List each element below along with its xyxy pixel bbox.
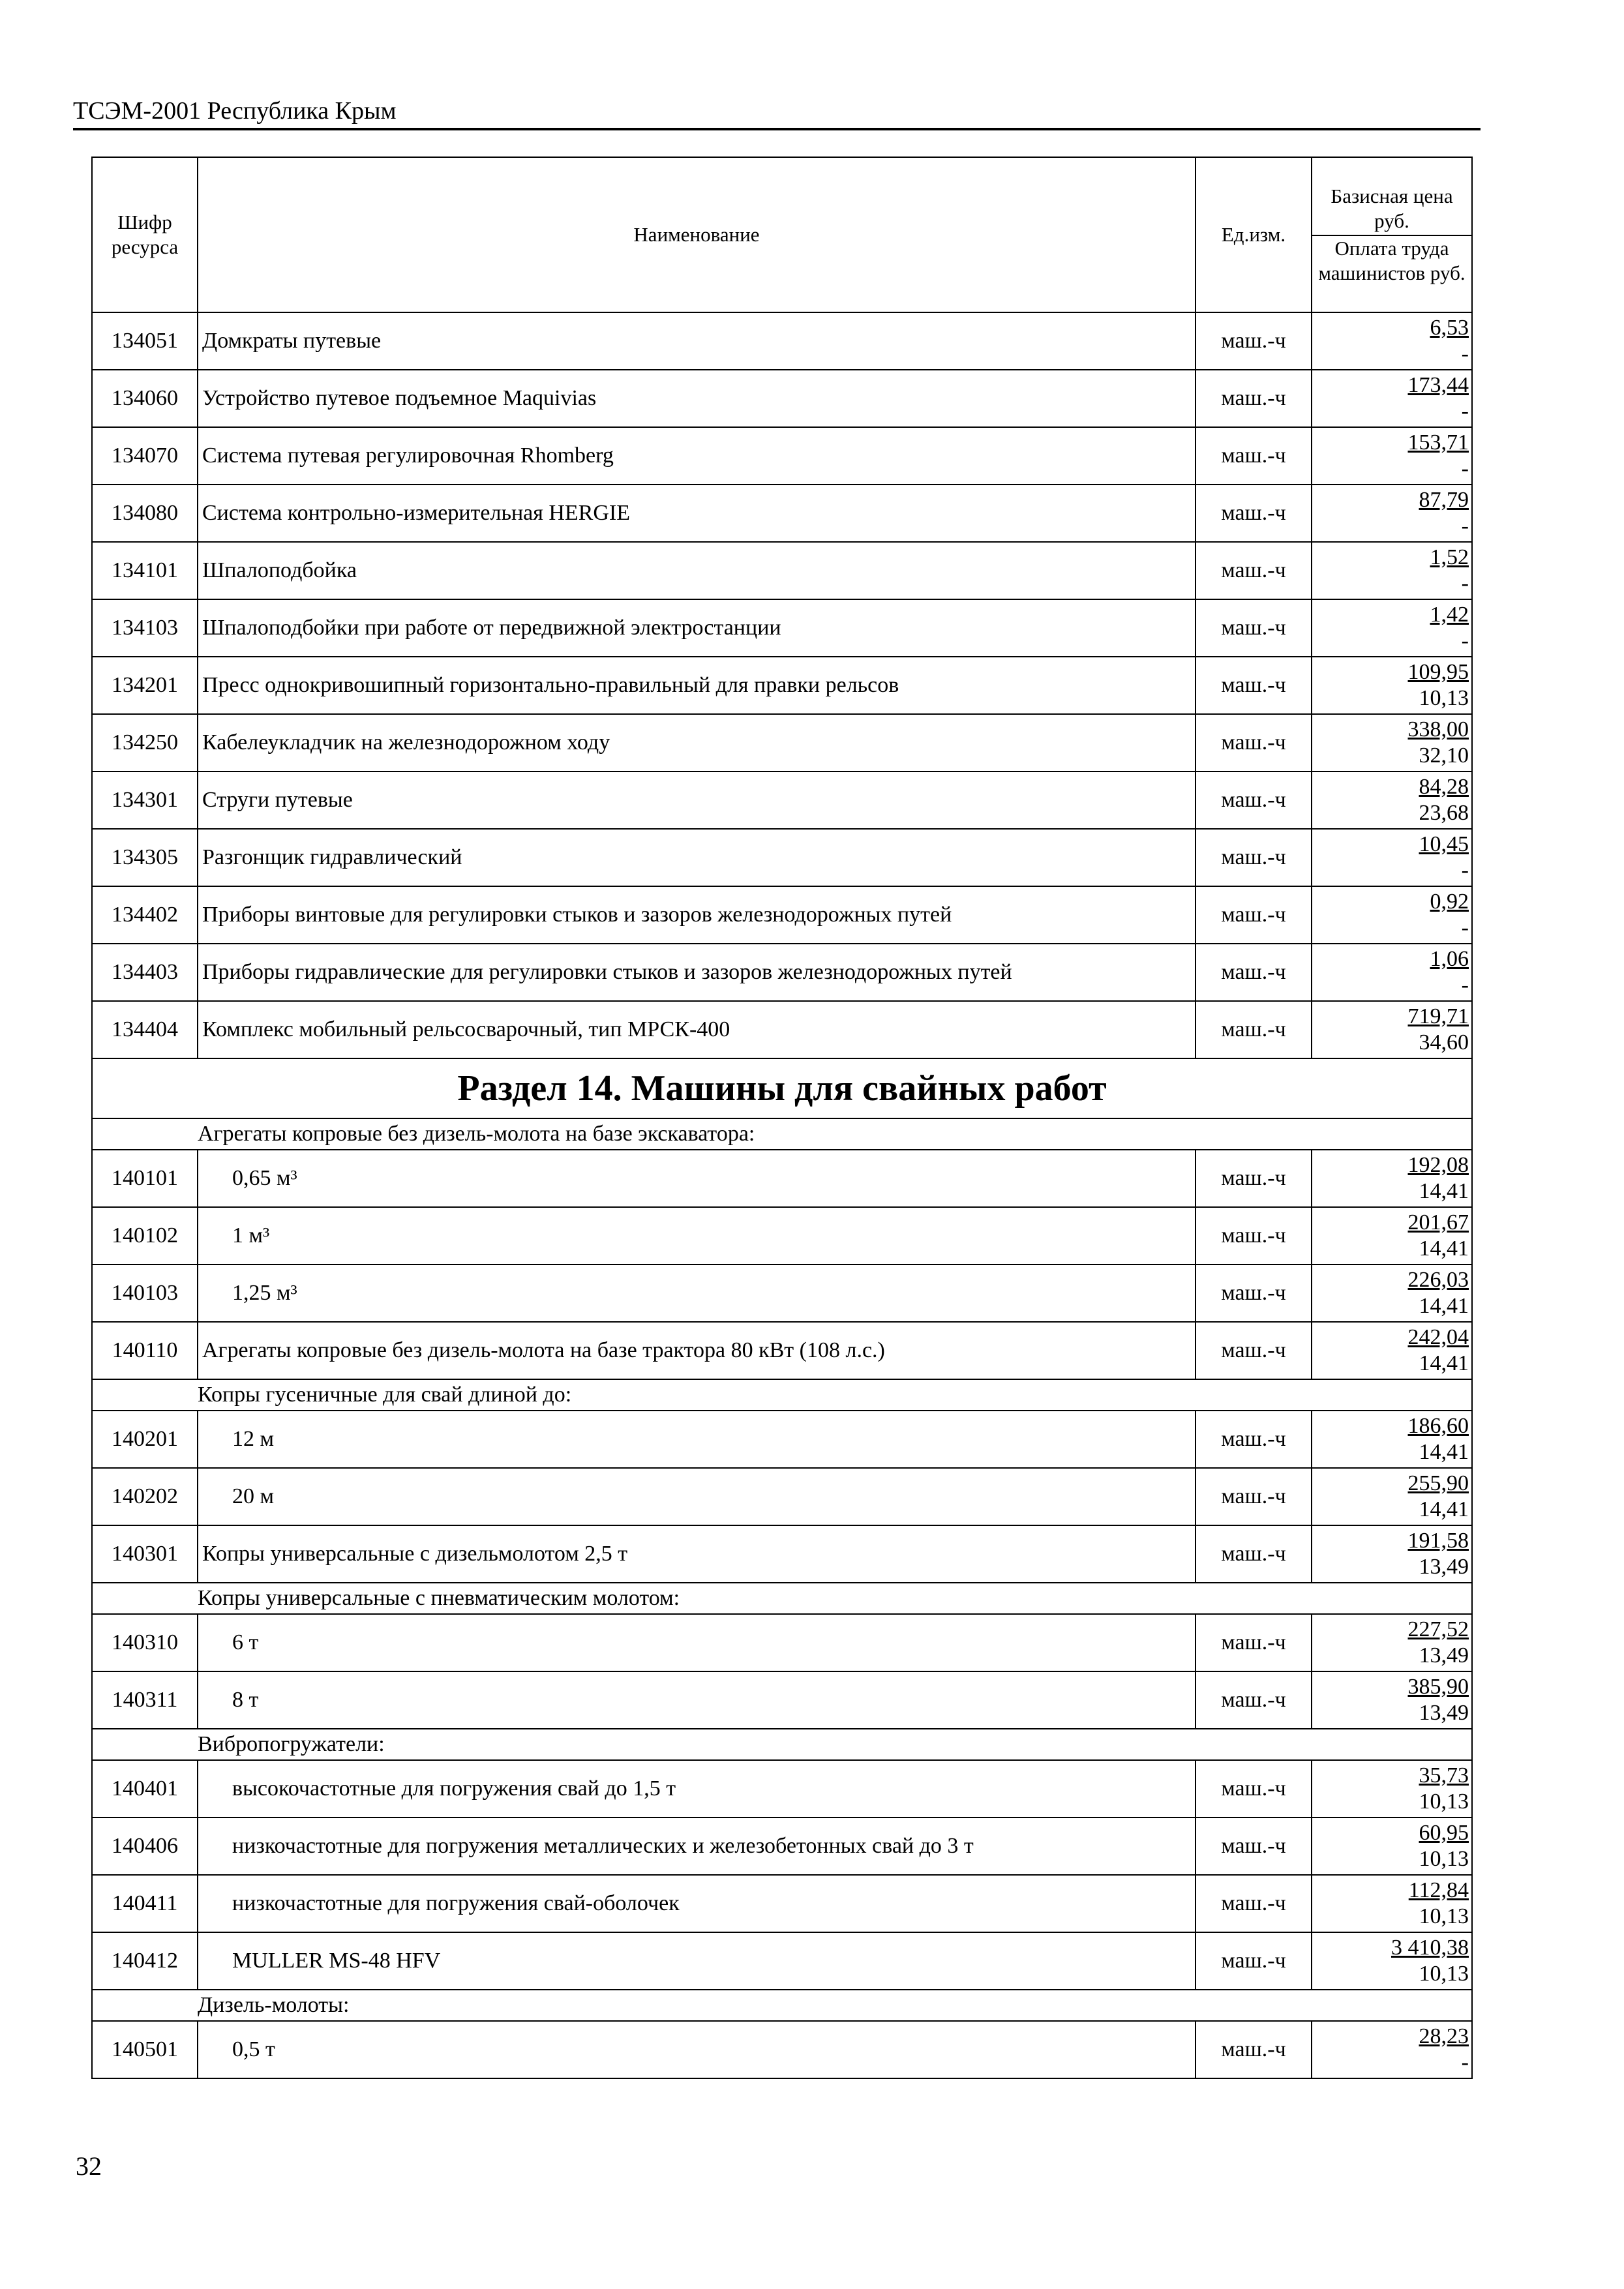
resource-code: 134402 bbox=[92, 886, 198, 944]
resource-price bbox=[1312, 599, 1472, 657]
table-body bbox=[92, 312, 1472, 2078]
table-row bbox=[92, 1525, 1472, 1583]
header-rule bbox=[73, 128, 1481, 130]
table-row bbox=[92, 370, 1472, 427]
resource-code: 134250 bbox=[92, 714, 198, 771]
resource-code: 134051 bbox=[92, 312, 198, 370]
resource-unit: маш.-ч bbox=[1195, 771, 1312, 829]
resource-code: 140103 bbox=[92, 1264, 198, 1322]
table-row bbox=[92, 427, 1472, 485]
base-price: 191,58 bbox=[1407, 1529, 1469, 1553]
resource-name: Струги путевые bbox=[198, 771, 1195, 829]
table-row bbox=[92, 312, 1472, 370]
base-price: 226,03 bbox=[1407, 1268, 1469, 1292]
operator-labor-cost: 13,49 bbox=[1419, 1701, 1469, 1725]
table-row bbox=[92, 1671, 1472, 1729]
section-heading-row bbox=[92, 1058, 1472, 1118]
resource-price bbox=[1312, 1468, 1472, 1525]
resource-name: Шпалоподбойки при работе от передвижной электростанции bbox=[198, 599, 1195, 657]
resource-name: Система путевая регулировочная Rhomberg bbox=[198, 427, 1195, 485]
operator-labor-cost: 14,41 bbox=[1419, 1179, 1469, 1203]
table-row bbox=[92, 829, 1472, 886]
resource-code: 140301 bbox=[92, 1525, 198, 1583]
base-price: 242,04 bbox=[1407, 1325, 1469, 1349]
resource-unit: маш.-ч bbox=[1195, 829, 1312, 886]
resource-price bbox=[1312, 1001, 1472, 1058]
resource-price bbox=[1312, 1932, 1472, 1990]
resource-code: 134080 bbox=[92, 485, 198, 542]
resource-code: 140311 bbox=[92, 1671, 198, 1729]
operator-labor-cost: - bbox=[1461, 916, 1469, 940]
resource-unit: маш.-ч bbox=[1195, 1932, 1312, 1990]
table-row bbox=[92, 1932, 1472, 1990]
resource-name: 12 м bbox=[198, 1411, 1195, 1468]
base-price: 1,42 bbox=[1430, 603, 1469, 627]
operator-labor-cost: - bbox=[1461, 2050, 1469, 2074]
resource-code: 140102 bbox=[92, 1207, 198, 1264]
table-row bbox=[92, 886, 1472, 944]
operator-labor-cost: 34,60 bbox=[1419, 1030, 1469, 1055]
base-price: 3 410,38 bbox=[1391, 1936, 1469, 1960]
column-header-price bbox=[1312, 157, 1472, 312]
resource-code: 140412 bbox=[92, 1932, 198, 1990]
operator-labor-cost: 14,41 bbox=[1419, 1294, 1469, 1318]
resource-unit: маш.-ч bbox=[1195, 1671, 1312, 1729]
operator-labor-cost: 23,68 bbox=[1419, 801, 1469, 825]
resource-name: низкочастотные для погружения металлических и железобетонных свай до 3 т bbox=[198, 1818, 1195, 1875]
base-price: 109,95 bbox=[1407, 660, 1469, 684]
resource-name: низкочастотные для погружения свай-оболочек bbox=[198, 1875, 1195, 1932]
group-heading-row bbox=[92, 1990, 1472, 2021]
resource-price bbox=[1312, 1760, 1472, 1818]
table-row bbox=[92, 1150, 1472, 1207]
table-row bbox=[92, 1468, 1472, 1525]
column-header-price-labor: Оплата труда машинистов руб. bbox=[1318, 237, 1466, 284]
table-row bbox=[92, 771, 1472, 829]
resource-price bbox=[1312, 542, 1472, 599]
resource-code: 140406 bbox=[92, 1818, 198, 1875]
resource-price bbox=[1312, 2021, 1472, 2078]
base-price: 112,84 bbox=[1408, 1878, 1469, 1902]
base-price: 192,08 bbox=[1407, 1153, 1469, 1177]
resource-name: Домкраты путевые bbox=[198, 312, 1195, 370]
table-row bbox=[92, 1875, 1472, 1932]
base-price: 186,60 bbox=[1407, 1414, 1469, 1438]
group-heading-row bbox=[92, 1729, 1472, 1760]
operator-labor-cost: 14,41 bbox=[1419, 1497, 1469, 1521]
table-row bbox=[92, 599, 1472, 657]
table-row bbox=[92, 1411, 1472, 1468]
resource-unit: маш.-ч bbox=[1195, 427, 1312, 485]
resource-code: 134404 bbox=[92, 1001, 198, 1058]
operator-labor-cost: 13,49 bbox=[1419, 1643, 1469, 1668]
operator-labor-cost: 32,10 bbox=[1419, 743, 1469, 768]
operator-labor-cost: 10,13 bbox=[1419, 1789, 1469, 1814]
group-heading-spacer bbox=[92, 1118, 198, 1150]
operator-labor-cost: 14,41 bbox=[1419, 1440, 1469, 1464]
resource-unit: маш.-ч bbox=[1195, 1875, 1312, 1932]
resource-code: 134201 bbox=[92, 657, 198, 714]
operator-labor-cost: 10,13 bbox=[1419, 1904, 1469, 1928]
resource-unit: маш.-ч bbox=[1195, 1411, 1312, 1468]
resource-name: Разгонщик гидравлический bbox=[198, 829, 1195, 886]
table-row bbox=[92, 2021, 1472, 2078]
column-header-unit: Ед.изм. bbox=[1195, 157, 1312, 312]
resource-name: 1,25 м³ bbox=[198, 1264, 1195, 1322]
machines-price-table bbox=[91, 157, 1473, 2079]
resource-code: 134305 bbox=[92, 829, 198, 886]
base-price: 385,90 bbox=[1407, 1675, 1469, 1699]
resource-price bbox=[1312, 771, 1472, 829]
group-heading-spacer bbox=[92, 1729, 198, 1760]
resource-price bbox=[1312, 1875, 1472, 1932]
table-row bbox=[92, 657, 1472, 714]
resource-price bbox=[1312, 1818, 1472, 1875]
base-price: 60,95 bbox=[1419, 1821, 1469, 1845]
resource-name: Копры универсальные с дизельмолотом 2,5 т bbox=[198, 1525, 1195, 1583]
resource-name: Агрегаты копровые без дизель-молота на базе трактора 80 кВт (108 л.с.) bbox=[198, 1322, 1195, 1379]
resource-unit: маш.-ч bbox=[1195, 1760, 1312, 1818]
resource-price bbox=[1312, 485, 1472, 542]
operator-labor-cost: 10,13 bbox=[1419, 1962, 1469, 1986]
resource-unit: маш.-ч bbox=[1195, 485, 1312, 542]
base-price: 35,73 bbox=[1419, 1763, 1469, 1788]
table-row bbox=[92, 1614, 1472, 1671]
resource-price bbox=[1312, 1322, 1472, 1379]
resource-unit: маш.-ч bbox=[1195, 1525, 1312, 1583]
resource-name: Пресс однокривошипный горизонтально-правильный для правки рельсов bbox=[198, 657, 1195, 714]
resource-price bbox=[1312, 1671, 1472, 1729]
base-price: 227,52 bbox=[1407, 1617, 1469, 1641]
table-row bbox=[92, 714, 1472, 771]
resource-code: 140101 bbox=[92, 1150, 198, 1207]
page-number: 32 bbox=[76, 2151, 102, 2181]
base-price: 28,23 bbox=[1419, 2024, 1469, 2048]
resource-name: Шпалоподбойка bbox=[198, 542, 1195, 599]
base-price: 173,44 bbox=[1407, 373, 1469, 397]
base-price: 338,00 bbox=[1407, 717, 1469, 741]
base-price: 84,28 bbox=[1419, 775, 1469, 799]
table-row bbox=[92, 542, 1472, 599]
resource-name: Приборы винтовые для регулировки стыков и зазоров железнодорожных путей bbox=[198, 886, 1195, 944]
resource-price bbox=[1312, 886, 1472, 944]
column-header-price-base: Базисная цена руб. bbox=[1312, 158, 1471, 236]
resource-code: 140202 bbox=[92, 1468, 198, 1525]
machines-price-table-container bbox=[91, 157, 1471, 2079]
group-heading-row bbox=[92, 1118, 1472, 1150]
group-heading: Агрегаты копровые без дизель-молота на базе экскаватора: bbox=[198, 1118, 1472, 1150]
resource-unit: маш.-ч bbox=[1195, 370, 1312, 427]
resource-unit: маш.-ч bbox=[1195, 1468, 1312, 1525]
resource-name: 20 м bbox=[198, 1468, 1195, 1525]
resource-unit: маш.-ч bbox=[1195, 599, 1312, 657]
resource-name: 6 т bbox=[198, 1614, 1195, 1671]
resource-unit: маш.-ч bbox=[1195, 1001, 1312, 1058]
resource-code: 140411 bbox=[92, 1875, 198, 1932]
resource-price bbox=[1312, 1411, 1472, 1468]
resource-unit: маш.-ч bbox=[1195, 714, 1312, 771]
resource-unit: маш.-ч bbox=[1195, 1150, 1312, 1207]
group-heading-row bbox=[92, 1379, 1472, 1411]
resource-price bbox=[1312, 1207, 1472, 1264]
base-price: 87,79 bbox=[1419, 488, 1469, 512]
resource-unit: маш.-ч bbox=[1195, 542, 1312, 599]
table-row bbox=[92, 1264, 1472, 1322]
resource-name: MULLER MS-48 HFV bbox=[198, 1932, 1195, 1990]
base-price: 255,90 bbox=[1407, 1471, 1469, 1495]
resource-price bbox=[1312, 427, 1472, 485]
group-heading: Копры универсальные с пневматическим молотом: bbox=[198, 1583, 1472, 1614]
resource-price bbox=[1312, 1150, 1472, 1207]
resource-name: высокочастотные для погружения свай до 1,5 т bbox=[198, 1760, 1195, 1818]
resource-code: 140201 bbox=[92, 1411, 198, 1468]
resource-name: 0,5 т bbox=[198, 2021, 1195, 2078]
table-header bbox=[92, 157, 1472, 312]
group-heading: Дизель-молоты: bbox=[198, 1990, 1472, 2021]
operator-labor-cost: - bbox=[1461, 514, 1469, 538]
resource-code: 140401 bbox=[92, 1760, 198, 1818]
resource-price bbox=[1312, 312, 1472, 370]
table-row bbox=[92, 1207, 1472, 1264]
table-row bbox=[92, 1760, 1472, 1818]
column-header-code: Шифр ресурса bbox=[92, 157, 198, 312]
group-heading: Копры гусеничные для свай длиной до: bbox=[198, 1379, 1472, 1411]
operator-labor-cost: 14,41 bbox=[1419, 1351, 1469, 1375]
operator-labor-cost: - bbox=[1461, 399, 1469, 423]
resource-unit: маш.-ч bbox=[1195, 944, 1312, 1001]
table-row bbox=[92, 485, 1472, 542]
base-price: 1,52 bbox=[1430, 545, 1469, 569]
resource-name: 8 т bbox=[198, 1671, 1195, 1729]
table-row bbox=[92, 1001, 1472, 1058]
resource-name: Устройство путевое подъемное Maquivias bbox=[198, 370, 1195, 427]
resource-unit: маш.-ч bbox=[1195, 1264, 1312, 1322]
table-row bbox=[92, 944, 1472, 1001]
resource-price bbox=[1312, 714, 1472, 771]
operator-labor-cost: - bbox=[1461, 629, 1469, 653]
resource-unit: маш.-ч bbox=[1195, 657, 1312, 714]
group-heading-spacer bbox=[92, 1379, 198, 1411]
resource-code: 134060 bbox=[92, 370, 198, 427]
resource-unit: маш.-ч bbox=[1195, 1818, 1312, 1875]
operator-labor-cost: 10,13 bbox=[1419, 686, 1469, 710]
operator-labor-cost: - bbox=[1461, 571, 1469, 595]
resource-code: 140110 bbox=[92, 1322, 198, 1379]
resource-unit: маш.-ч bbox=[1195, 886, 1312, 944]
resource-price bbox=[1312, 1525, 1472, 1583]
resource-code: 134070 bbox=[92, 427, 198, 485]
base-price: 153,71 bbox=[1407, 430, 1469, 455]
resource-price bbox=[1312, 370, 1472, 427]
base-price: 1,06 bbox=[1430, 947, 1469, 971]
base-price: 201,67 bbox=[1407, 1210, 1469, 1234]
resource-code: 134403 bbox=[92, 944, 198, 1001]
table-row bbox=[92, 1322, 1472, 1379]
operator-labor-cost: - bbox=[1461, 858, 1469, 882]
resource-code: 140310 bbox=[92, 1614, 198, 1671]
resource-price bbox=[1312, 1264, 1472, 1322]
resource-name: Приборы гидравлические для регулировки стыков и зазоров железнодорожных путей bbox=[198, 944, 1195, 1001]
resource-unit: маш.-ч bbox=[1195, 2021, 1312, 2078]
resource-unit: маш.-ч bbox=[1195, 1322, 1312, 1379]
resource-unit: маш.-ч bbox=[1195, 1614, 1312, 1671]
resource-code: 134301 bbox=[92, 771, 198, 829]
resource-code: 140501 bbox=[92, 2021, 198, 2078]
base-price: 719,71 bbox=[1407, 1004, 1469, 1028]
resource-unit: маш.-ч bbox=[1195, 1207, 1312, 1264]
column-header-name: Наименование bbox=[198, 157, 1195, 312]
resource-name: 1 м³ bbox=[198, 1207, 1195, 1264]
resource-unit: маш.-ч bbox=[1195, 312, 1312, 370]
base-price: 0,92 bbox=[1430, 890, 1469, 914]
operator-labor-cost: 14,41 bbox=[1419, 1236, 1469, 1261]
operator-labor-cost: 10,13 bbox=[1419, 1847, 1469, 1871]
group-heading: Вибропогружатели: bbox=[198, 1729, 1472, 1760]
resource-price bbox=[1312, 829, 1472, 886]
section-heading: Раздел 14. Машины для свайных работ bbox=[92, 1058, 1472, 1118]
group-heading-row bbox=[92, 1583, 1472, 1614]
resource-price bbox=[1312, 657, 1472, 714]
operator-labor-cost: - bbox=[1461, 342, 1469, 366]
group-heading-spacer bbox=[92, 1990, 198, 2021]
resource-code: 134101 bbox=[92, 542, 198, 599]
operator-labor-cost: - bbox=[1461, 456, 1469, 481]
operator-labor-cost: - bbox=[1461, 973, 1469, 997]
resource-name: Система контрольно-измерительная HERGIE bbox=[198, 485, 1195, 542]
document-header-title: ТСЭМ-2001 Республика Крым bbox=[73, 97, 397, 125]
operator-labor-cost: 13,49 bbox=[1419, 1555, 1469, 1579]
resource-price bbox=[1312, 944, 1472, 1001]
base-price: 10,45 bbox=[1419, 832, 1469, 856]
resource-price bbox=[1312, 1614, 1472, 1671]
resource-name: Кабелеукладчик на железнодорожном ходу bbox=[198, 714, 1195, 771]
resource-name: 0,65 м³ bbox=[198, 1150, 1195, 1207]
resource-code: 134103 bbox=[92, 599, 198, 657]
group-heading-spacer bbox=[92, 1583, 198, 1614]
resource-name: Комплекс мобильный рельсосварочный, тип МРСК-400 bbox=[198, 1001, 1195, 1058]
base-price: 6,53 bbox=[1430, 316, 1469, 340]
table-row bbox=[92, 1818, 1472, 1875]
